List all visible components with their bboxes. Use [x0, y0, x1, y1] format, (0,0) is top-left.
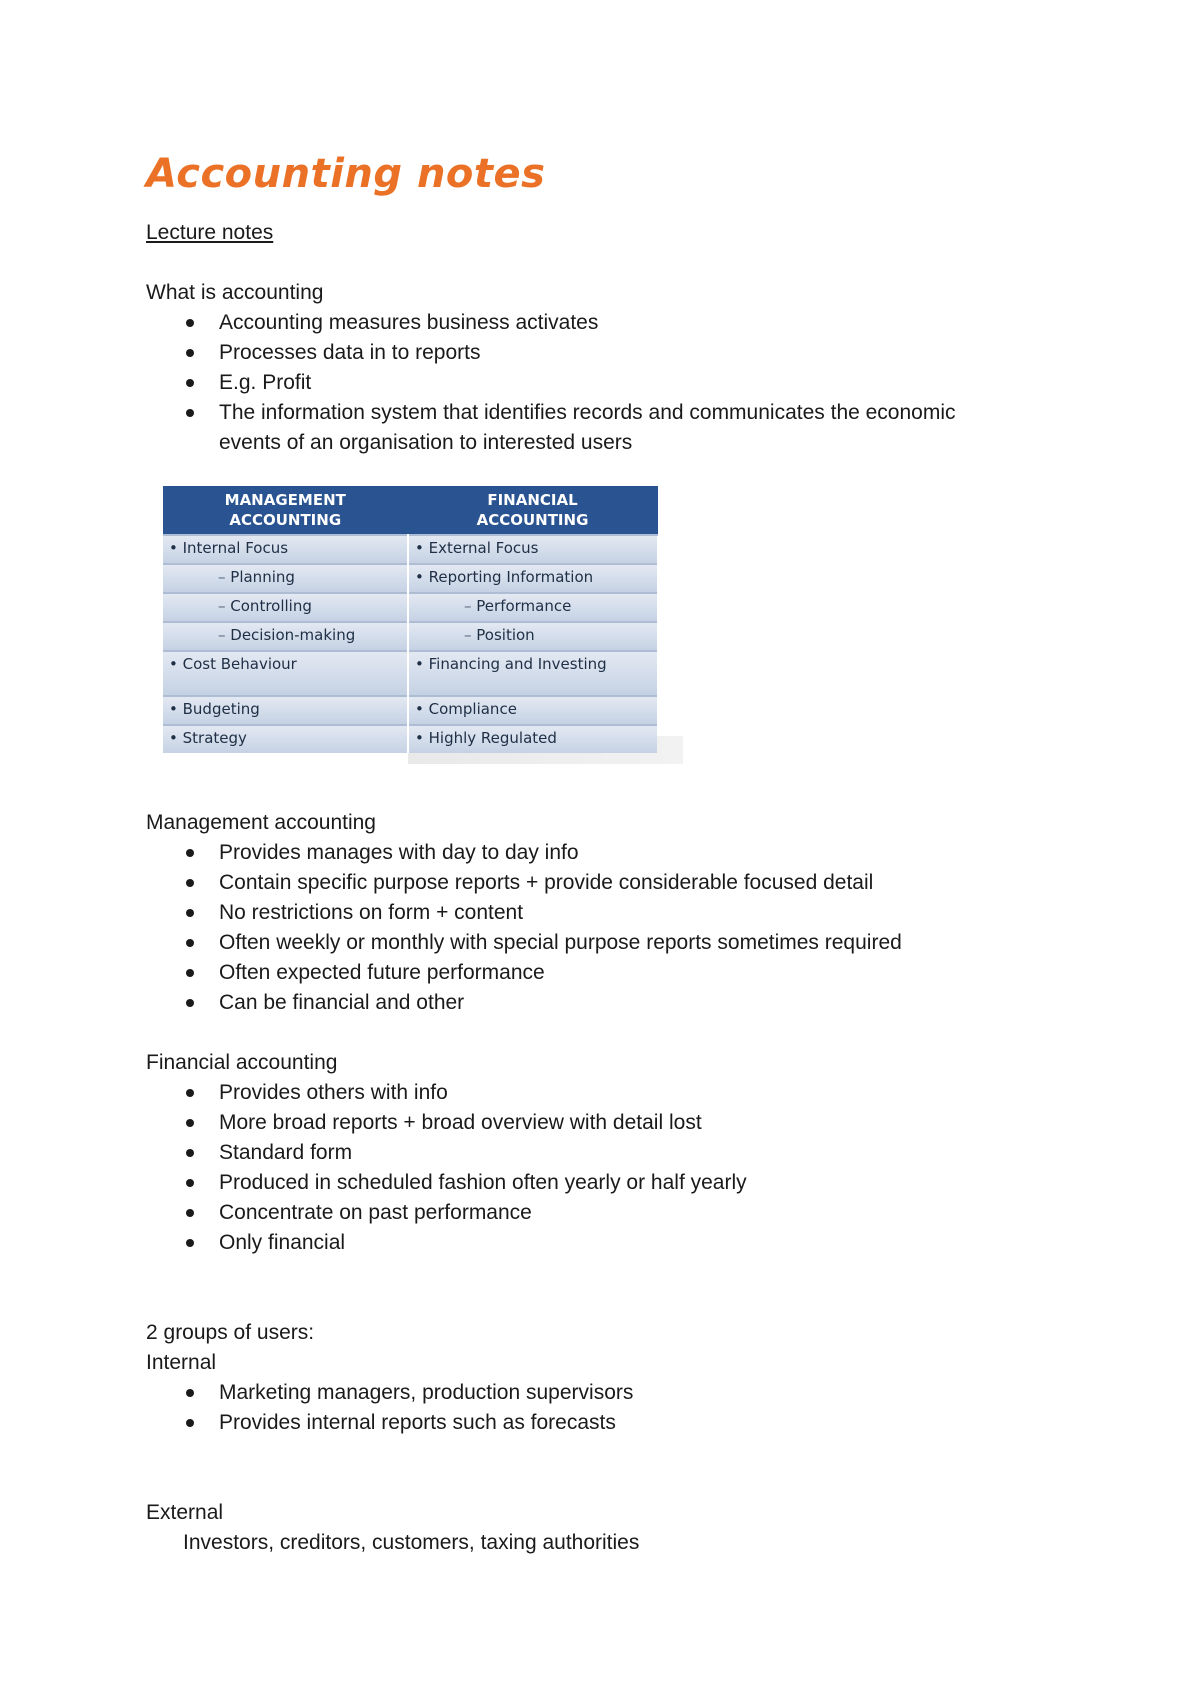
table-cell: • Financing and Investing: [408, 651, 657, 696]
list-item: Processes data in to reports: [146, 338, 1086, 368]
list-item: The information system that identifies records and communicates the economic: [146, 398, 1086, 428]
what-is-heading: What is accounting: [146, 281, 324, 304]
user-groups-heading: 2 groups of users:: [146, 1321, 315, 1344]
list-item: Only financial: [146, 1228, 1086, 1258]
table-row: [163, 564, 657, 593]
list-item: Often weekly or monthly with special purpose reports sometimes required: [146, 928, 1086, 958]
list-item: Produced in scheduled fashion often yearly or half yearly: [146, 1168, 1086, 1198]
external-heading: External: [146, 1501, 224, 1524]
table-cell: • Budgeting: [163, 696, 408, 725]
list-item-continuation: events of an organisation to interested users: [219, 431, 633, 454]
list-item: Marketing managers, production supervisors: [146, 1378, 1086, 1408]
financial-list: [146, 1078, 1086, 1258]
list-item: More broad reports + broad overview with detail lost: [146, 1108, 1086, 1138]
table-row: [163, 725, 657, 753]
comparison-table: [163, 486, 658, 753]
table-cell: • Strategy: [163, 725, 408, 753]
list-item: Concentrate on past performance: [146, 1198, 1086, 1228]
external-text: Investors, creditors, customers, taxing authorities: [183, 1531, 640, 1554]
table-cell: • Reporting Information: [408, 564, 657, 593]
table-cell: – Position: [408, 622, 657, 651]
list-item: Provides others with info: [146, 1078, 1086, 1108]
what-is-list: [146, 308, 1086, 428]
list-item: No restrictions on form + content: [146, 898, 1086, 928]
list-item: Accounting measures business activates: [146, 308, 1086, 338]
table-cell: – Decision-making: [163, 622, 408, 651]
table-row: [163, 535, 657, 564]
table-cell: – Controlling: [163, 593, 408, 622]
list-item: Provides internal reports such as forecasts: [146, 1408, 1086, 1438]
management-list: [146, 838, 1086, 1018]
document-body: [146, 150, 1086, 1558]
table-cell: – Planning: [163, 564, 408, 593]
table-row: [163, 696, 657, 725]
financial-heading: Financial accounting: [146, 1051, 338, 1074]
table-cell: • Cost Behaviour: [163, 651, 408, 696]
internal-list: [146, 1378, 1086, 1438]
table-cell: • Compliance: [408, 696, 657, 725]
table-row: [163, 593, 657, 622]
table-cell: • External Focus: [408, 535, 657, 564]
table-header-financial: FINANCIAL ACCOUNTING: [408, 486, 657, 535]
document-title: Accounting notes: [146, 151, 546, 197]
list-item: Standard form: [146, 1138, 1086, 1168]
table-row: [163, 651, 657, 696]
list-item: Often expected future performance: [146, 958, 1086, 988]
table-cell: • Internal Focus: [163, 535, 408, 564]
comparison-table-figure: [163, 486, 683, 764]
list-item: Contain specific purpose reports + provide considerable focused detail: [146, 868, 1086, 898]
table-row: [163, 622, 657, 651]
lecture-notes-heading: Lecture notes: [146, 221, 274, 244]
table-cell: • Highly Regulated: [408, 725, 657, 753]
internal-heading: Internal: [146, 1351, 217, 1374]
table-header-management: MANAGEMENT ACCOUNTING: [163, 486, 408, 535]
management-heading: Management accounting: [146, 811, 376, 834]
list-item: Can be financial and other: [146, 988, 1086, 1018]
list-item: Provides manages with day to day info: [146, 838, 1086, 868]
table-cell: – Performance: [408, 593, 657, 622]
list-item: E.g. Profit: [146, 368, 1086, 398]
